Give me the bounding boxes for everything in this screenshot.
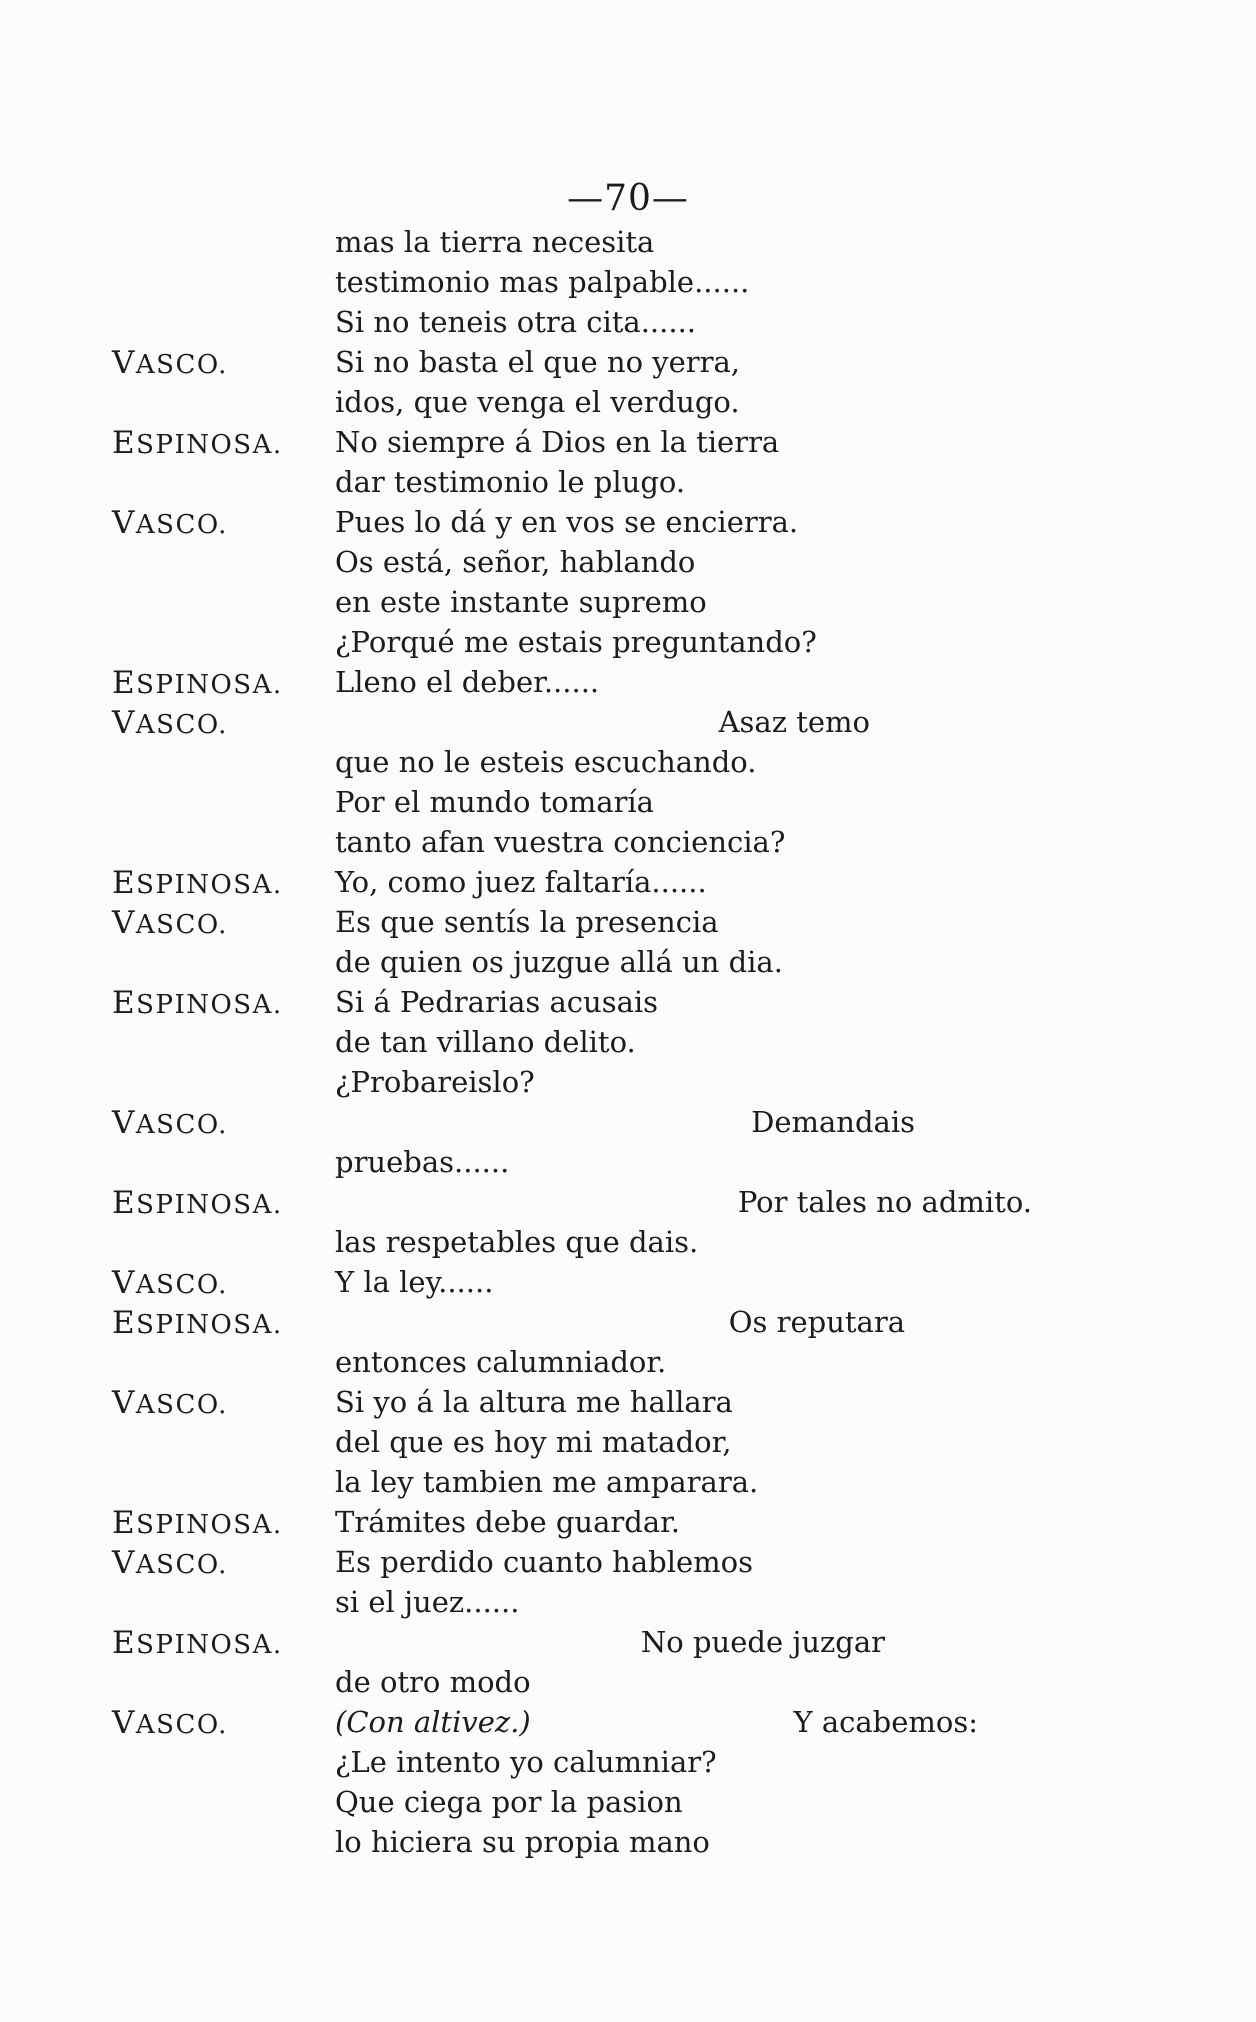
verse-line	[0, 303, 1256, 343]
speaker-label: ESPINOSA.	[112, 425, 283, 461]
speaker-label: ESPINOSA.	[112, 1305, 283, 1341]
verse-text: del que es hoy mi matador,	[335, 1425, 732, 1459]
verse-text: Demandais	[751, 1105, 915, 1139]
verse-line	[0, 983, 1256, 1023]
verse-text: si el juez......	[335, 1585, 520, 1619]
verse-line	[0, 1463, 1256, 1503]
verse-text: pruebas......	[335, 1145, 510, 1179]
verse-text: Es que sentís la presencia	[335, 905, 719, 939]
speaker-label: ESPINOSA.	[112, 1505, 283, 1541]
verse-line	[0, 423, 1256, 463]
verse-line	[0, 383, 1256, 423]
verse-text: en este instante supremo	[335, 585, 707, 619]
verse-text: Si á Pedrarias acusais	[335, 985, 659, 1019]
verse-line	[0, 1503, 1256, 1543]
speaker-label: VASCO.	[112, 1105, 228, 1141]
speaker-label: VASCO.	[112, 1385, 228, 1421]
verse-text: idos, que venga el verdugo.	[335, 385, 740, 419]
verse-line	[0, 1583, 1256, 1623]
verse-text: dar testimonio le plugo.	[335, 465, 686, 499]
verse-text: Si no teneis otra cita......	[335, 305, 696, 339]
verse-line	[0, 1823, 1256, 1863]
verse-text: ¿Porqué me estais preguntando?	[335, 625, 817, 659]
verse-line	[0, 943, 1256, 983]
verse-line	[0, 1303, 1256, 1343]
verse-line	[0, 623, 1256, 663]
speaker-label: ESPINOSA.	[112, 1185, 283, 1221]
verse-text: Trámites debe guardar.	[335, 1505, 680, 1539]
verse-line	[0, 463, 1256, 503]
verse-text: No siempre á Dios en la tierra	[335, 425, 780, 459]
verse-text: entonces calumniador.	[335, 1345, 667, 1379]
verse-text: Es perdido cuanto hablemos	[335, 1545, 753, 1579]
verse-line	[0, 543, 1256, 583]
verse-line	[0, 1103, 1256, 1143]
verse-line	[0, 1743, 1256, 1783]
verse-line	[0, 263, 1256, 303]
speaker-label: ESPINOSA.	[112, 665, 283, 701]
verse-line	[0, 1543, 1256, 1583]
verse-text: Y la ley......	[335, 1265, 494, 1299]
verse-line	[0, 743, 1256, 783]
verse-text: Lleno el deber......	[335, 665, 600, 699]
verse-text: ¿Le intento yo calumniar?	[335, 1745, 717, 1779]
verse-text: Si no basta el que no yerra,	[335, 345, 741, 379]
speaker-label: ESPINOSA.	[112, 865, 283, 901]
verse-line	[0, 1783, 1256, 1823]
speaker-label: VASCO.	[112, 905, 228, 941]
verse-text: Asaz temo	[718, 705, 870, 739]
verse-text: tanto afan vuestra conciencia?	[335, 825, 786, 859]
verse-text: de tan villano delito.	[335, 1025, 636, 1059]
verse-line	[0, 343, 1256, 383]
verse-text: Si yo á la altura me hallara	[335, 1385, 733, 1419]
verse-text: Por el mundo tomaría	[335, 785, 654, 819]
verse-line	[0, 823, 1256, 863]
verse-text: las respetables que dais.	[335, 1225, 699, 1259]
verse-text: Pues lo dá y en vos se encierra.	[335, 505, 799, 539]
speaker-label: VASCO.	[112, 1705, 228, 1741]
verse-line	[0, 583, 1256, 623]
verse-line	[0, 503, 1256, 543]
verse-line	[0, 1023, 1256, 1063]
verse-text: la ley tambien me amparara.	[335, 1465, 759, 1499]
verse-line	[0, 863, 1256, 903]
speaker-label: VASCO.	[112, 505, 228, 541]
verse-text: mas la tierra necesita	[335, 225, 655, 259]
speaker-label: VASCO.	[112, 705, 228, 741]
verse-line	[0, 1663, 1256, 1703]
verse-text: Y acabemos:	[793, 1705, 978, 1739]
verse-text: testimonio mas palpable......	[335, 265, 750, 299]
verse-line	[0, 1623, 1256, 1663]
verse-text: Os reputara	[728, 1305, 905, 1339]
verse-text: ¿Probareislo?	[335, 1065, 535, 1099]
verse-line	[0, 1223, 1256, 1263]
verse-text: lo hiciera su propia mano	[335, 1825, 710, 1859]
verse-line	[0, 1143, 1256, 1183]
page-number: —70—	[567, 178, 689, 219]
verse-text: Os está, señor, hablando	[335, 545, 696, 579]
verse-line	[0, 783, 1256, 823]
verse-text: de quien os juzgue allá un dia.	[335, 945, 783, 979]
verse-line	[0, 663, 1256, 703]
speaker-label: ESPINOSA.	[112, 1625, 283, 1661]
verse-line	[0, 223, 1256, 263]
verse-text: que no le esteis escuchando.	[335, 745, 757, 779]
verse-text: Yo, como juez faltaría......	[335, 865, 707, 899]
speaker-label: VASCO.	[112, 1265, 228, 1301]
verse-line	[0, 703, 1256, 743]
verse-line	[0, 1183, 1256, 1223]
stage-direction: (Con altivez.)	[335, 1705, 531, 1739]
speaker-label: VASCO.	[112, 1545, 228, 1581]
verse-text: de otro modo	[335, 1665, 531, 1699]
verse-text: Por tales no admito.	[737, 1185, 1032, 1219]
verse-line	[0, 903, 1256, 943]
verse-line	[0, 1703, 1256, 1743]
verse-line	[0, 1423, 1256, 1463]
verse-line	[0, 1343, 1256, 1383]
verse-text: No puede juzgar	[640, 1625, 885, 1659]
speaker-label: ESPINOSA.	[112, 985, 283, 1021]
verse-text: Que ciega por la pasion	[335, 1785, 683, 1819]
verse-line	[0, 1383, 1256, 1423]
verse-line	[0, 1263, 1256, 1303]
verse-line	[0, 1063, 1256, 1103]
speaker-label: VASCO.	[112, 345, 228, 381]
